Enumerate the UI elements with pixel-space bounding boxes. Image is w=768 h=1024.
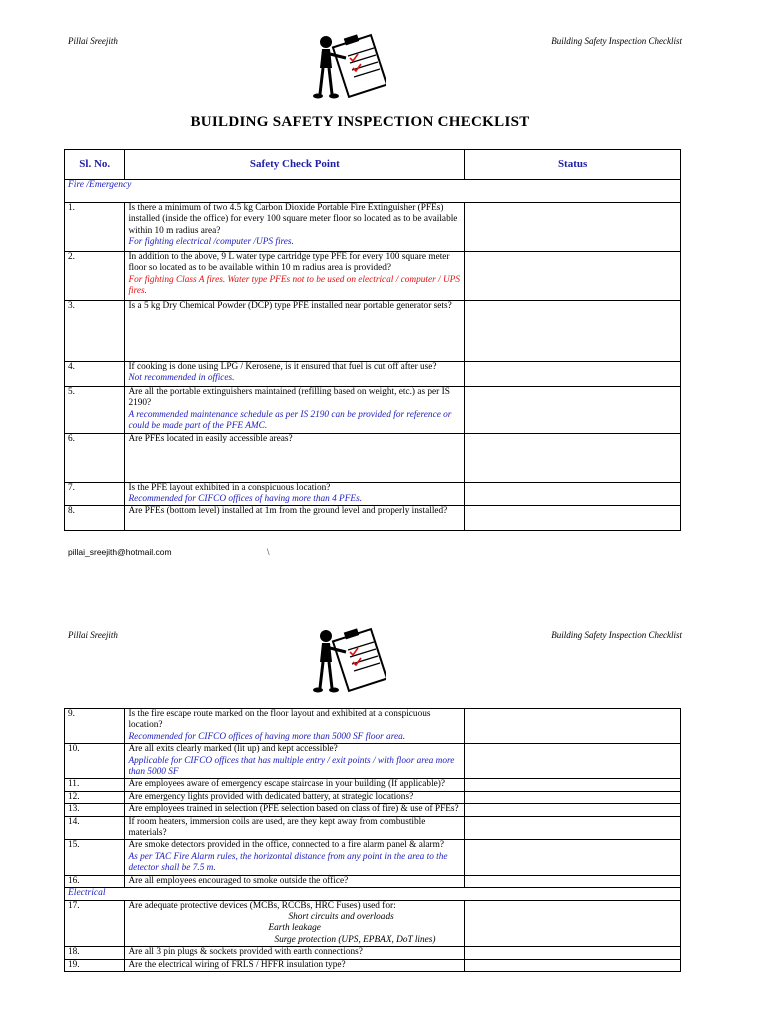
check-point-text: If room heaters, immersion coils are used, are they kept away from combustible materials?: [128, 816, 426, 839]
checklist-row: [65, 709, 681, 744]
checklist-row: [65, 779, 681, 791]
check-point-note: Recommended for CIFCO offices of having more than 4 PFEs.: [128, 494, 363, 505]
check-point-note: A recommended maintenance schedule as per IS 2190 can be provided for reference or could be made part of the PFE AMC.: [128, 409, 452, 432]
row-number: 16.: [65, 875, 125, 887]
checklist-row: [65, 433, 681, 482]
check-point-cell: [125, 203, 465, 252]
header-author: Pillai Sreejith: [68, 36, 118, 46]
row-number: 10.: [65, 744, 125, 779]
checklist-row: [65, 744, 681, 779]
status-cell[interactable]: [465, 840, 681, 875]
check-point-text: Are emergency lights provided with dedicated battery, at strategic locations?: [128, 791, 414, 802]
check-point-cell: [125, 301, 465, 362]
category-label: Fire /Emergency: [65, 180, 681, 203]
checklist-row: [65, 482, 681, 506]
row-number: 1.: [65, 203, 125, 252]
header-author-2: Pillai Sreejith: [68, 630, 118, 640]
checklist-table-page-1: [64, 149, 681, 531]
checklist-row: [65, 252, 681, 301]
row-number: 3.: [65, 301, 125, 362]
checklist-row: [65, 506, 681, 531]
check-point-text: Are PFEs (bottom level) installed at 1m from the ground level and properly installed?: [128, 506, 448, 517]
row-number: 7.: [65, 482, 125, 506]
row-number: 14.: [65, 816, 125, 840]
check-point-cell: [125, 387, 465, 434]
check-point-cell: [125, 506, 465, 531]
row-number: 18.: [65, 947, 125, 959]
check-point-text: Are employees aware of emergency escape staircase in your building (If applicable)?: [128, 779, 446, 790]
check-point-cell: [125, 791, 465, 803]
checklist-row: [65, 362, 681, 387]
status-cell[interactable]: [465, 482, 681, 506]
check-point-text: Are all the portable extinguishers maintained (refilling based on weight, etc.) as per IS 2190?: [128, 387, 450, 409]
check-point-text: Is the fire escape route marked on the floor layout and exhibited at a conspicuous location?: [128, 709, 431, 731]
category-row: [65, 888, 681, 900]
row-number: 9.: [65, 709, 125, 744]
page-2-rows: [65, 709, 681, 972]
status-cell[interactable]: [465, 433, 681, 482]
check-point-text: Are all 3 pin plugs & sockets provided with earth connections?: [128, 947, 363, 958]
status-cell[interactable]: [465, 804, 681, 816]
footer-email: pillai_sreejith@hotmail.com: [68, 547, 172, 557]
check-point-note: Applicable for CIFCO offices that has multiple entry / exit points / with floor area more than 5000 SF: [128, 755, 455, 778]
check-point-text: Are employees trained in selection (PFE selection based on class of fire) & use of PFEs?: [128, 804, 459, 815]
checklist-row: [65, 840, 681, 875]
check-point-text: Are all exits clearly marked (lit up) and kept accessible?: [128, 744, 338, 755]
protective-device-item: Earth leakage: [268, 923, 321, 934]
status-cell[interactable]: [465, 816, 681, 840]
check-point-text: In addition to the above, 9 L water type cartridge type PFE for every 100 square meter floor so located as to be available within 10 m radius area is provided?: [128, 252, 450, 274]
status-cell[interactable]: [465, 203, 681, 252]
column-header-check-point: Safety Check Point: [125, 150, 465, 180]
status-cell[interactable]: [465, 506, 681, 531]
status-cell[interactable]: [465, 387, 681, 434]
document-title: BUILDING SAFETY INSPECTION CHECKLIST: [190, 114, 530, 130]
check-point-text: If cooking is done using LPG / Kerosene, is it ensured that fuel is cut off after use?: [128, 362, 437, 372]
row-number: 8.: [65, 506, 125, 531]
check-point-cell: [125, 816, 465, 840]
check-point-text: Are all employees encouraged to smoke outside the office?: [128, 875, 349, 886]
checklist-row: [65, 900, 681, 947]
row-number: 12.: [65, 791, 125, 803]
checklist-row: [65, 816, 681, 840]
row-number: 5.: [65, 387, 125, 434]
status-cell[interactable]: [465, 900, 681, 947]
check-point-cell: [125, 840, 465, 875]
row-number: 2.: [65, 252, 125, 301]
checklist-row: [65, 959, 681, 971]
status-cell[interactable]: [465, 791, 681, 803]
check-point-note: Not recommended in offices.: [128, 373, 235, 384]
check-point-text: Are adequate protective devices (MCBs, RCCBs, HRC Fuses) used for:: [128, 900, 396, 911]
clipboard-figure-icon: [312, 32, 386, 102]
row-number: 11.: [65, 779, 125, 791]
header-doc-name-2: Building Safety Inspection Checklist: [551, 630, 682, 640]
check-point-text: Is the PFE layout exhibited in a conspicuous location?: [128, 482, 331, 493]
checklist-row: [65, 791, 681, 803]
check-point-cell: [125, 947, 465, 959]
status-cell[interactable]: [465, 959, 681, 971]
checklist-row: [65, 804, 681, 816]
check-point-note: For fighting Class A fires. Water type PFEs not to be used on electrical / computer / UPS fires.: [128, 274, 461, 297]
checklist-row: [65, 203, 681, 252]
protective-device-item: Surge protection (UPS, EPBAX, DoT lines): [274, 934, 436, 945]
check-point-text: Are the electrical wiring of FRLS / HFFR insulation type?: [128, 959, 346, 970]
check-point-cell: [125, 362, 465, 387]
footer-mark: \: [267, 547, 270, 557]
checklist-row: [65, 301, 681, 362]
page-1-rows: [65, 180, 681, 531]
check-point-cell: [125, 959, 465, 971]
row-number: 6.: [65, 433, 125, 482]
row-number: 19.: [65, 959, 125, 971]
row-number: 15.: [65, 840, 125, 875]
status-cell[interactable]: [465, 875, 681, 887]
check-point-note: For fighting electrical /computer /UPS fires.: [128, 237, 294, 248]
column-header-sl-no: Sl. No.: [65, 150, 125, 180]
check-point-note: As per TAC Fire Alarm rules, the horizontal distance from any point in the area to the detector shall be 7.5 m.: [128, 851, 448, 874]
row-number: 4.: [65, 362, 125, 387]
check-point-cell: [125, 252, 465, 301]
clipboard-figure-icon-2: [312, 626, 386, 696]
check-point-cell: [125, 744, 465, 779]
protective-device-item: Short circuits and overloads: [288, 911, 394, 922]
check-point-text: Is there a minimum of two 4.5 kg Carbon Dioxide Portable Fire Extinguisher (PFEs) installed (inside the office) for every 100 square meter floor so located as to be available within 10 m radius area?: [128, 203, 458, 236]
check-point-cell: [125, 804, 465, 816]
header-doc-name: Building Safety Inspection Checklist: [551, 36, 682, 46]
column-header-status: Status: [465, 150, 681, 180]
status-cell[interactable]: [465, 947, 681, 959]
check-point-cell: [125, 482, 465, 506]
check-point-cell: [125, 709, 465, 744]
check-point-text: Are smoke detectors provided in the office, connected to a fire alarm panel & alarm?: [128, 840, 444, 851]
checklist-table-page-2: [64, 708, 681, 972]
category-row: [65, 180, 681, 203]
checklist-row: [65, 875, 681, 887]
row-number: 17.: [65, 900, 125, 947]
status-cell[interactable]: [465, 252, 681, 301]
status-cell[interactable]: [465, 301, 681, 362]
status-cell[interactable]: [465, 362, 681, 387]
status-cell[interactable]: [465, 779, 681, 791]
checklist-row: [65, 947, 681, 959]
check-point-note: Recommended for CIFCO offices of having more than 5000 SF floor area.: [128, 731, 406, 742]
check-point-text: Is a 5 kg Dry Chemical Powder (DCP) type PFE installed near portable generator sets?: [128, 301, 452, 311]
check-point-cell: [125, 433, 465, 482]
row-number: 13.: [65, 804, 125, 816]
check-point-cell: [125, 779, 465, 791]
status-cell[interactable]: [465, 709, 681, 744]
checklist-row: [65, 387, 681, 434]
check-point-text: Are PFEs located in easily accessible areas?: [128, 433, 293, 444]
check-point-cell: [125, 900, 465, 947]
category-label: Electrical: [65, 888, 681, 900]
status-cell[interactable]: [465, 744, 681, 779]
check-point-cell: [125, 875, 465, 887]
